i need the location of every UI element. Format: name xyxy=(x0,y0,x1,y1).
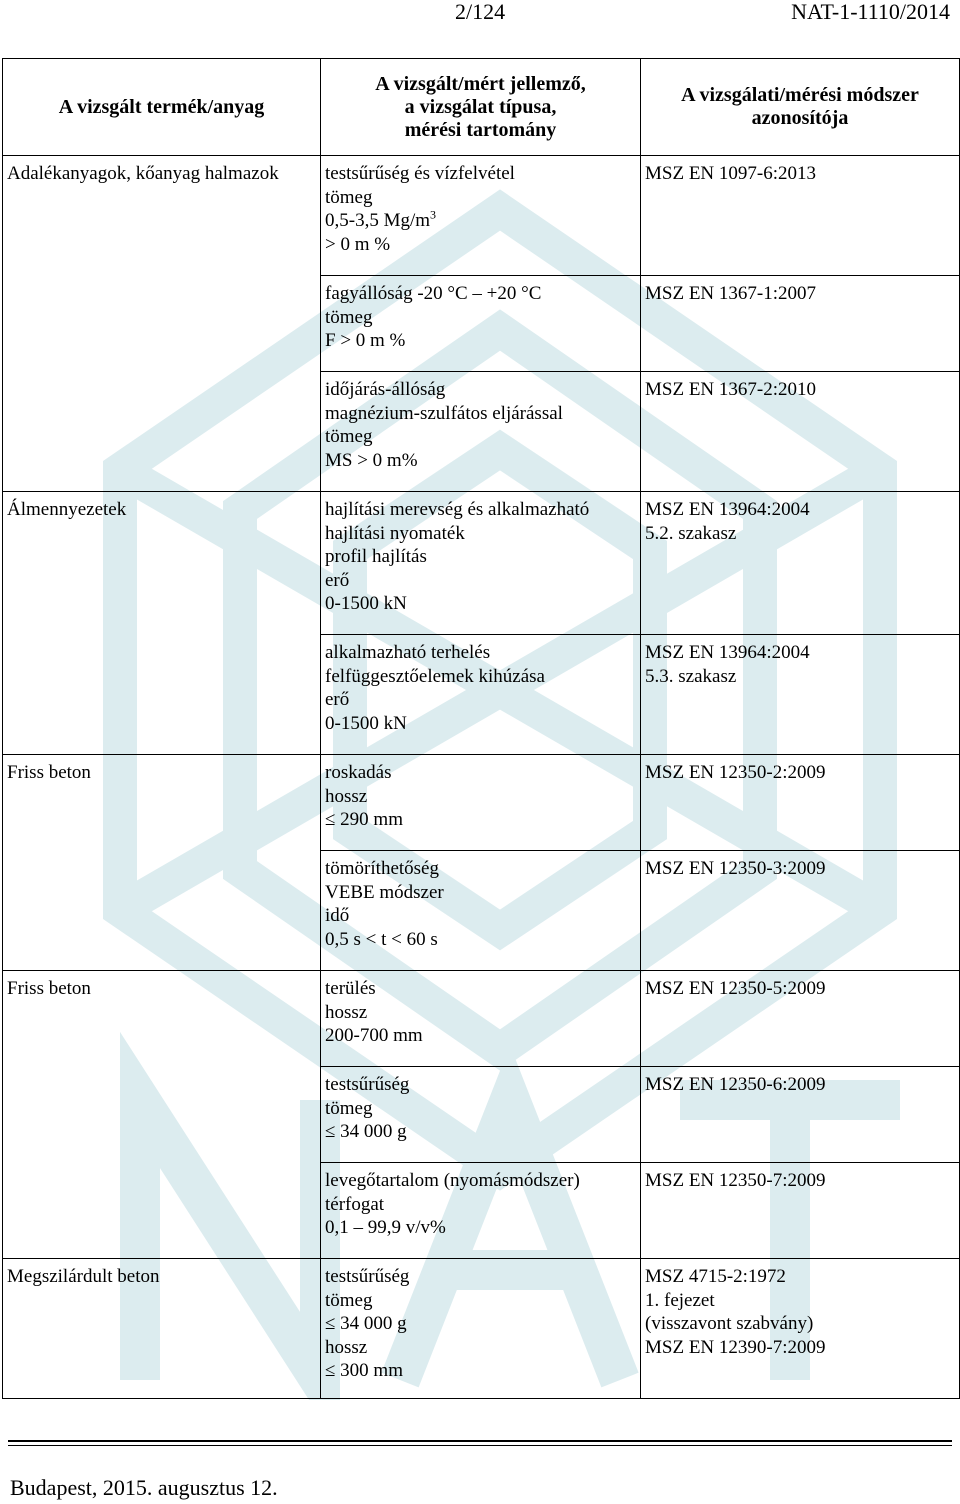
superscript-exponent: 3 xyxy=(430,207,437,222)
property-line: hossz xyxy=(325,1336,368,1358)
property-line: MS > 0 m% xyxy=(325,449,418,471)
method-cell xyxy=(641,372,960,492)
method-line: MSZ EN 13964:2004 xyxy=(645,642,810,663)
property-line: magnézium-szulfátos eljárással xyxy=(325,402,563,424)
property-cell xyxy=(321,851,641,971)
property-line: fagyállóság -20 °C – +20 °C xyxy=(325,283,542,304)
header-line: A vizsgált/mért jellemző, xyxy=(375,72,586,95)
property-line: idő xyxy=(325,905,350,926)
document-id: NAT-1-1110/2014 xyxy=(791,0,950,24)
property-cell xyxy=(321,156,641,276)
property-line: erő xyxy=(325,569,350,591)
method-cell xyxy=(641,755,960,851)
property-line: hossz xyxy=(325,1001,368,1023)
density-range: 0,5-3,5 Mg/m xyxy=(325,210,431,231)
property-line: 0,5 s < t < 60 s xyxy=(325,928,438,950)
property-cell xyxy=(321,755,641,851)
property-cell xyxy=(321,492,641,635)
method-line: 5.3. szakasz xyxy=(645,665,737,687)
property-cell xyxy=(321,1259,641,1399)
property-line: roskadás xyxy=(325,762,392,783)
column-header-method xyxy=(641,59,960,156)
table-row xyxy=(3,755,960,851)
product-cell xyxy=(3,276,321,372)
method-cell xyxy=(641,971,960,1067)
property-cell xyxy=(321,635,641,755)
header-line: azonosítója xyxy=(751,107,849,129)
method-line: MSZ EN 12350-5:2009 xyxy=(645,978,826,999)
property-line: ≤ 300 mm xyxy=(325,1360,403,1381)
product-cell xyxy=(3,971,321,1067)
method-cell xyxy=(641,1067,960,1163)
property-line: 200-700 mm xyxy=(325,1025,423,1046)
method-line: MSZ EN 12350-3:2009 xyxy=(645,858,826,879)
property-line: profil hajlítás xyxy=(325,546,427,567)
property-line: térfogat xyxy=(325,1193,385,1215)
property-line: testsűrűség xyxy=(325,1074,410,1095)
table-row xyxy=(3,156,960,276)
method-line: 5.2. szakasz xyxy=(645,522,737,544)
footer-location-date: Budapest, 2015. augusztus 12. xyxy=(10,1475,278,1500)
header-line: a vizsgálat típusa, xyxy=(404,95,557,118)
property-line: 0-1500 kN xyxy=(325,712,407,734)
method-line: MSZ EN 12350-6:2009 xyxy=(645,1074,826,1095)
property-line: tömeg xyxy=(325,1289,373,1311)
method-line: MSZ 4715-2:1972 xyxy=(645,1266,786,1287)
property-line: időjárás-állóság xyxy=(325,379,446,400)
table-header-row xyxy=(3,59,960,156)
table-row xyxy=(3,1163,960,1259)
header-line: A vizsgálati/mérési módszer xyxy=(681,84,919,106)
method-line: MSZ EN 12350-7:2009 xyxy=(645,1170,826,1191)
table-row xyxy=(3,372,960,492)
property-cell xyxy=(321,1067,641,1163)
property-line: ≤ 34 000 g xyxy=(325,1313,407,1334)
accreditation-table xyxy=(2,58,960,1399)
property-line: ≤ 290 mm xyxy=(325,809,403,830)
column-header-product xyxy=(3,59,321,156)
method-line: MSZ EN 1367-2:2010 xyxy=(645,379,816,400)
footer-divider-thin xyxy=(8,1445,952,1446)
table-row xyxy=(3,276,960,372)
header-line: A vizsgált termék/anyag xyxy=(58,95,265,118)
table-row xyxy=(3,1259,960,1399)
product-cell xyxy=(3,1067,321,1163)
property-line: tömeg xyxy=(325,306,373,328)
method-cell xyxy=(641,276,960,372)
table-row xyxy=(3,851,960,971)
property-line: testsűrűség xyxy=(325,1266,410,1287)
property-line: alkalmazható terhelés xyxy=(325,642,491,663)
property-line: VEBE módszer xyxy=(325,881,444,903)
property-line: ≤ 34 000 g xyxy=(325,1121,407,1142)
method-cell xyxy=(641,1259,960,1399)
table-row xyxy=(3,635,960,755)
method-cell xyxy=(641,635,960,755)
property-line: 0-1500 kN xyxy=(325,593,407,614)
footer-divider xyxy=(8,1440,952,1442)
table-row xyxy=(3,492,960,635)
property-line xyxy=(325,209,636,233)
property-line: terülés xyxy=(325,978,376,999)
product-cell xyxy=(3,1259,321,1399)
method-cell xyxy=(641,1163,960,1259)
page-number: 2/124 xyxy=(455,0,506,24)
method-line: 1. fejezet xyxy=(645,1289,715,1311)
table-row xyxy=(3,971,960,1067)
property-line: testsűrűség és vízfelvétel xyxy=(325,163,515,184)
property-cell xyxy=(321,276,641,372)
method-line: (visszavont szabvány) xyxy=(645,1313,814,1334)
product-name: Megszilárdult beton xyxy=(7,1266,160,1287)
property-cell xyxy=(321,1163,641,1259)
property-line: 0,1 – 99,9 v/v% xyxy=(325,1217,446,1238)
property-line: tömeg xyxy=(325,1097,373,1119)
method-cell xyxy=(641,492,960,635)
product-cell xyxy=(3,156,321,276)
property-line: tömeg xyxy=(325,426,373,447)
product-cell xyxy=(3,492,321,635)
property-line: hajlítási nyomaték xyxy=(325,522,465,544)
product-cell xyxy=(3,1163,321,1259)
method-line: MSZ EN 12390-7:2009 xyxy=(645,1336,826,1358)
method-line: MSZ EN 1097-6:2013 xyxy=(645,163,816,184)
header-line: mérési tartomány xyxy=(404,118,557,141)
property-line: tömeg xyxy=(325,186,373,208)
column-header-property xyxy=(321,59,641,156)
property-line: > 0 m % xyxy=(325,233,391,255)
product-name: Álmennyezetek xyxy=(7,499,127,520)
product-name: Adalékanyagok, kőanyag halmazok xyxy=(7,163,279,184)
product-cell xyxy=(3,372,321,492)
property-line: erő xyxy=(325,689,350,710)
property-line: tömöríthetőség xyxy=(325,858,439,879)
property-line: F > 0 m % xyxy=(325,330,406,351)
property-line: felfüggesztőelemek kihúzása xyxy=(325,665,545,687)
table-row xyxy=(3,1067,960,1163)
product-cell xyxy=(3,851,321,971)
property-cell xyxy=(321,372,641,492)
product-cell xyxy=(3,635,321,755)
property-line: levegőtartalom (nyomásmódszer) xyxy=(325,1170,580,1191)
product-name: Friss beton xyxy=(7,978,91,999)
method-cell xyxy=(641,156,960,276)
method-line: MSZ EN 12350-2:2009 xyxy=(645,762,826,783)
property-cell xyxy=(321,971,641,1067)
product-cell xyxy=(3,755,321,851)
product-name: Friss beton xyxy=(7,762,91,783)
property-line: hajlítási merevség és alkalmazható xyxy=(325,499,590,520)
property-line: hossz xyxy=(325,785,368,807)
method-cell xyxy=(641,851,960,971)
method-line: MSZ EN 1367-1:2007 xyxy=(645,283,816,304)
method-line: MSZ EN 13964:2004 xyxy=(645,499,810,520)
